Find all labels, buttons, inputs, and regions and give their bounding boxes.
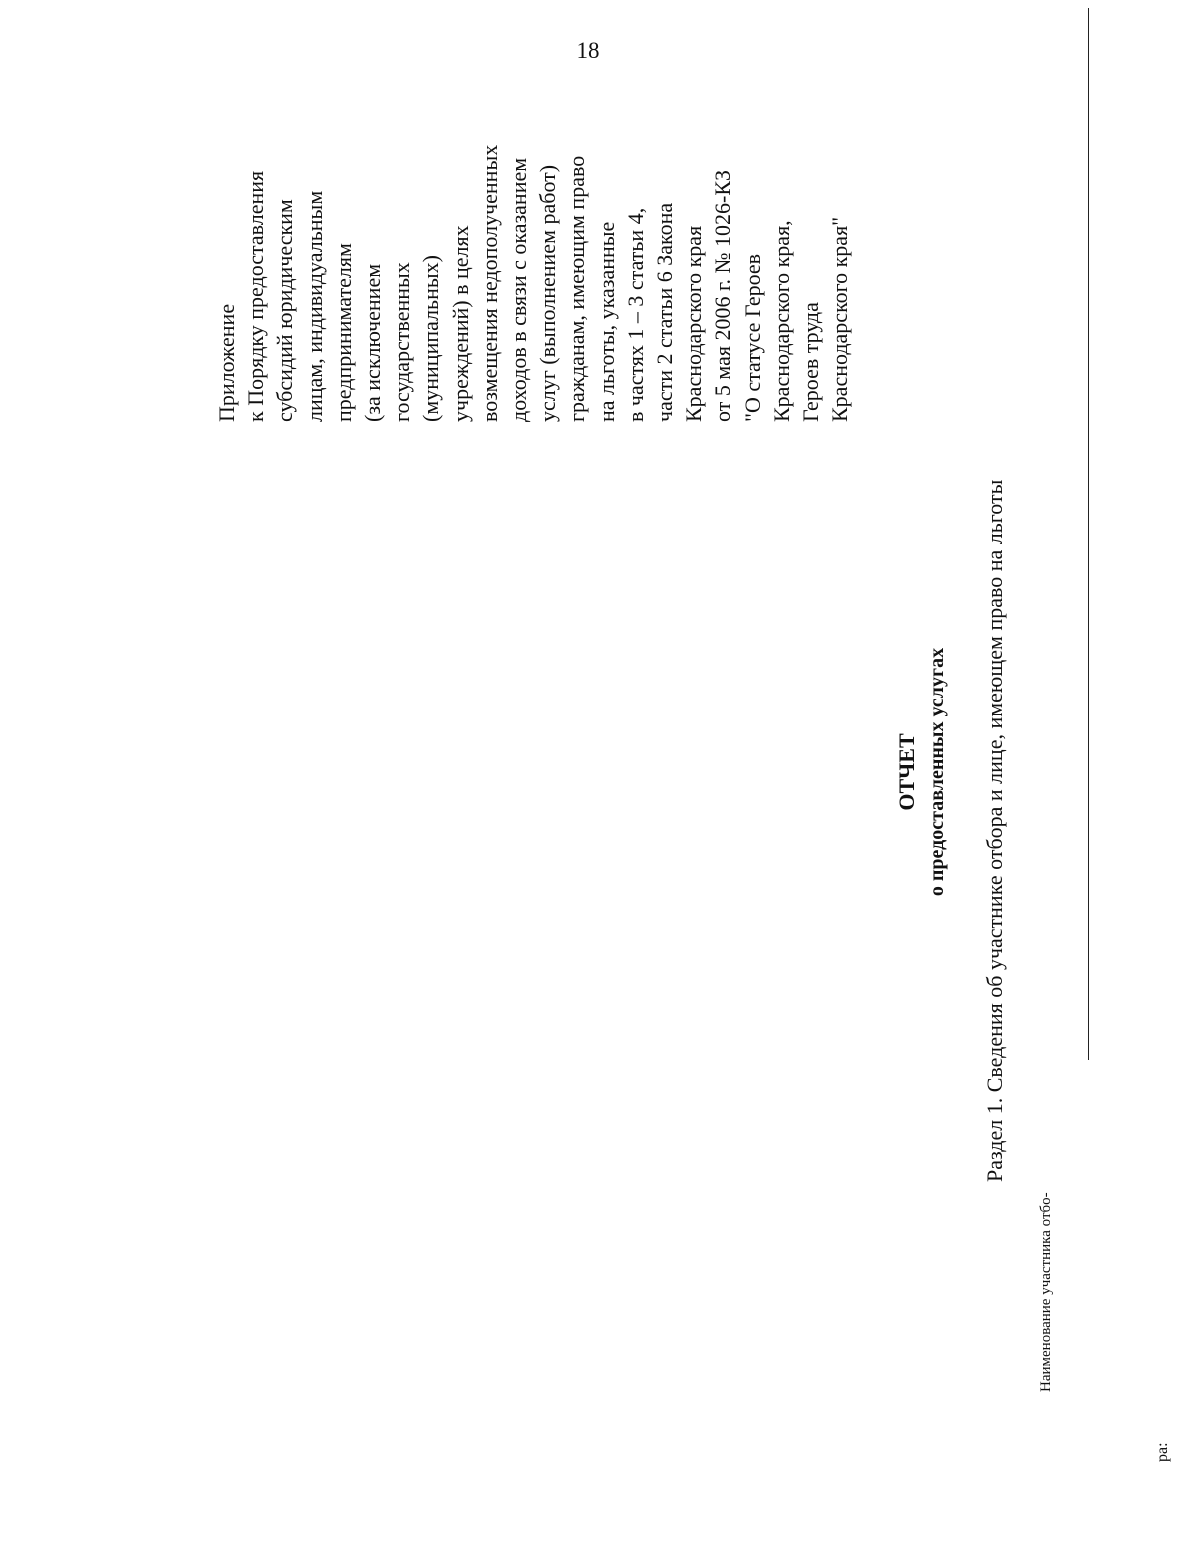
appendix-line: предпринимателям [330, 243, 356, 422]
report-title: ОТЧЕТ [894, 733, 919, 811]
participant-name-label: Наименование участника отбо- [1038, 1192, 1054, 1392]
appendix-line: Краснодарского края [681, 225, 707, 422]
participant-name-field-line[interactable] [1088, 8, 1089, 1060]
appendix-line: от 5 мая 2006 г. № 1026-КЗ [710, 169, 736, 422]
appendix-line: Приложение [214, 303, 239, 422]
appendix-line: Краснодарского края, [768, 220, 794, 422]
appendix-line: (муниципальных) [418, 255, 444, 422]
appendix-line: учреждений) в целях [447, 225, 473, 422]
report-subtitle: о предоставленных услугах [926, 647, 948, 897]
appendix-line: на льготы, указанные [593, 221, 619, 422]
appendix-line: "О статусе Героев [739, 253, 765, 422]
appendix-line: в частях 1 – 3 статьи 4, [622, 207, 648, 422]
appendix-line: части 2 статьи 6 Закона [652, 202, 678, 422]
appendix-line: субсидий юридическим [272, 199, 298, 422]
appendix-line: государственных [389, 262, 415, 422]
appendix-line: Героев труда [798, 302, 824, 422]
appendix-line: лицам, индивидуальным [301, 190, 327, 422]
appendix-line: доходов в связи с оказанием [506, 157, 532, 422]
section-title: Раздел 1. Сведения об участнике отбора и лице, имеющем право на льготы [982, 479, 1007, 1182]
appendix-line: (за исключением [360, 263, 386, 422]
appendix-line: к Порядку предоставления [243, 170, 269, 422]
page-number: 18 [576, 38, 600, 63]
appendix-line: Краснодарского края" [827, 216, 853, 422]
appendix-line: возмещения недополученных [476, 144, 502, 422]
appendix-line: услуг (выполнением работ) [535, 164, 561, 422]
appendix-block [212, 2, 854, 422]
participant-name-label-continuation: ра: [1154, 1442, 1171, 1462]
appendix-line: гражданам, имеющим право [564, 155, 590, 422]
